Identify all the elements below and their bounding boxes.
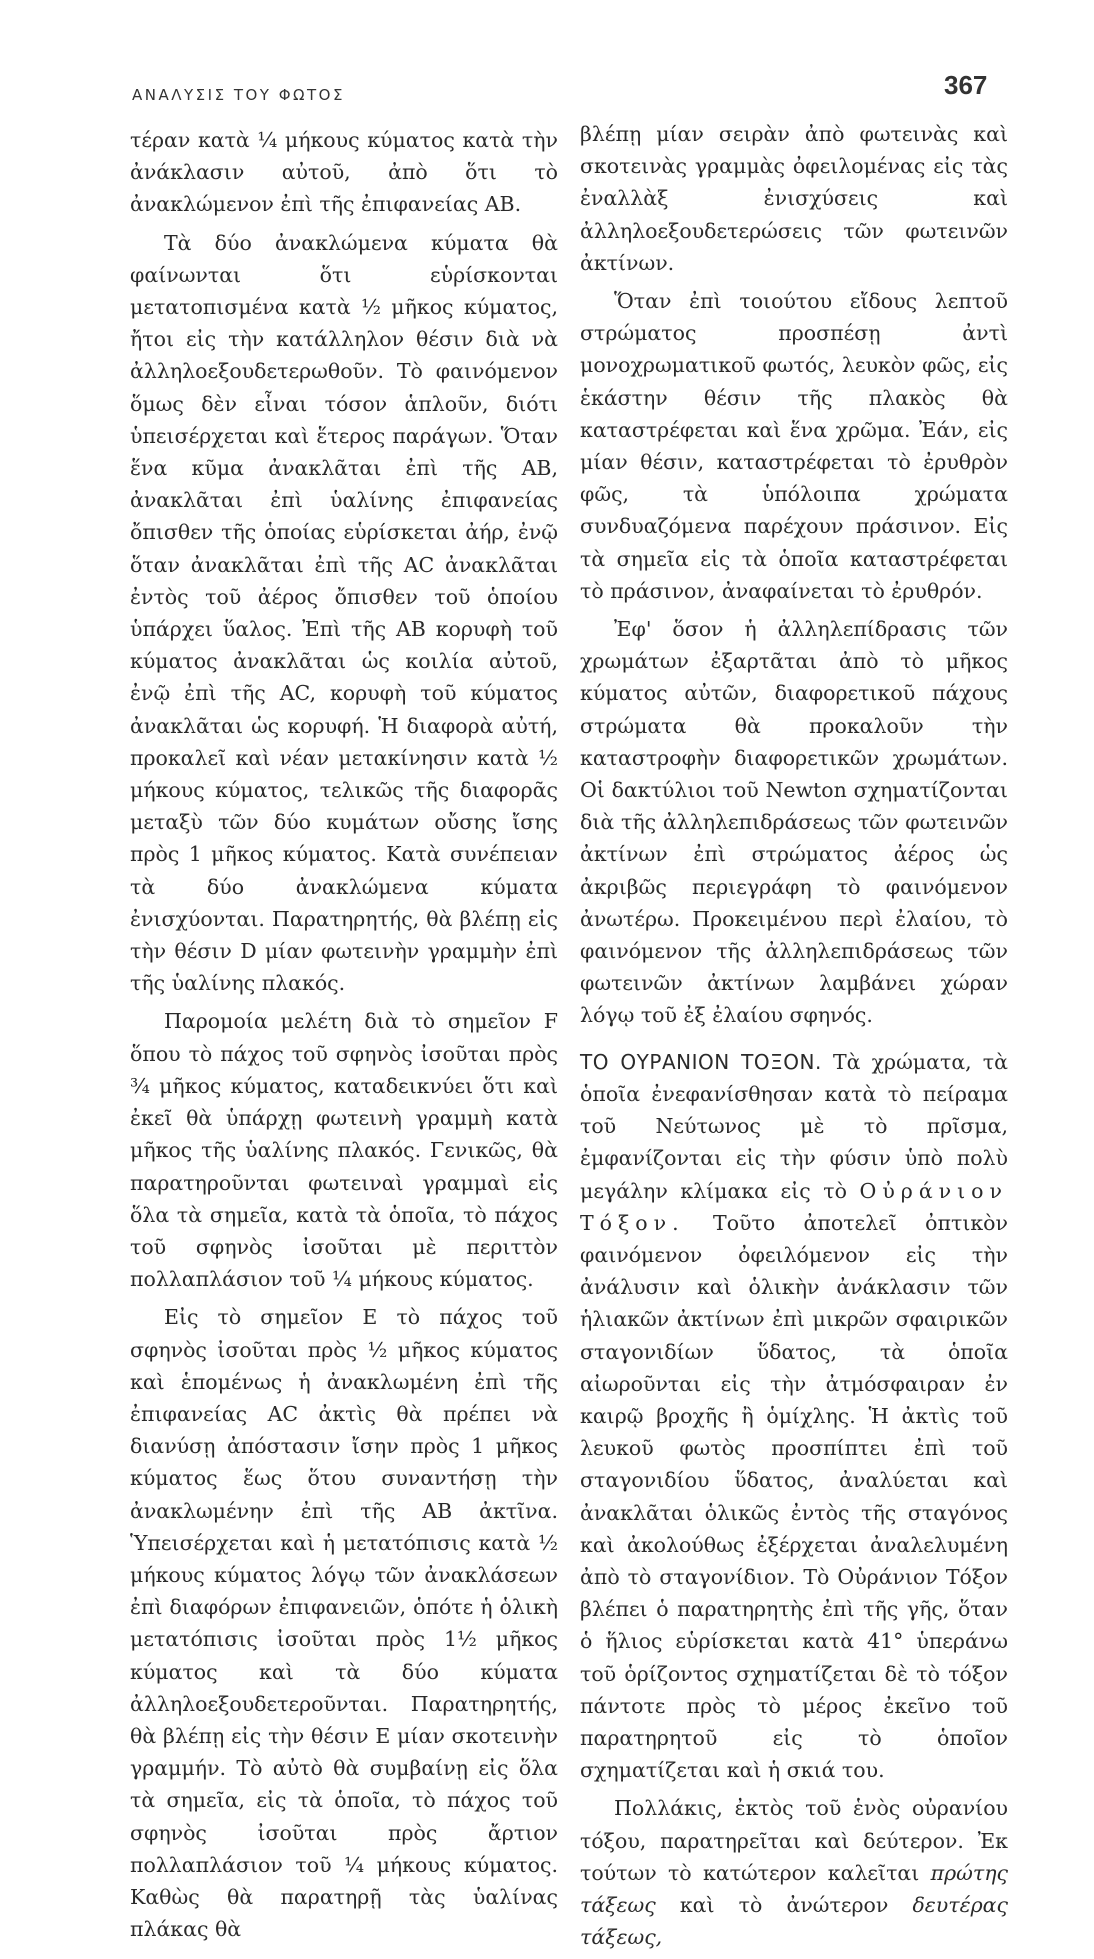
paragraph <box>580 1792 1008 1953</box>
text-run: Τὰ χρώματα, τὰ ὁποῖα ἐνεφανίσθησαν κατὰ τὸ πείραμα τοῦ Νεύτωνος μὲ τὸ πρῖσμα, ἐμφανίζονται εἰς τὴν φύσιν ὑπὸ πολὺ μεγάλην κλίμακα εἰς τὸ <box>580 1049 1008 1203</box>
section-title: ΤΟ ΟΥΡΑΝΙΟΝ ΤΟΞΟΝ. <box>580 1049 822 1074</box>
paragraph: Παρομοία μελέτη διὰ τὸ σημεῖον F ὅπου τὸ πάχος τοῦ σφηνὸς ἰσοῦται πρὸς ¾ μῆκος κύματος, καταδεικνύει ὅτι καὶ ἐκεῖ θὰ ὑπάρχῃ φωτεινὴ γραμμὴ κατὰ μῆκος τῆς ὑαλίνης πλακός. Γενικῶς, θὰ παρατηροῦνται φωτειναὶ γραμμαὶ εἰς ὅλα τὰ σημεῖα, κατὰ τὰ ὁποῖα, τὸ πάχος τοῦ σφηνὸς ἰσοῦται μὲ περιττὸν πολλαπλάσιον τοῦ ¼ μήκους κύματος. <box>130 1009 558 1292</box>
text-run: Ἐφ' ὅσον ἡ ἀλληλεπίδρασις τῶν χρωμάτων ἐξαρτᾶται ἀπὸ τὸ μῆκος κύματος αὐτῶν, διαφορετικοῦ πάχους στρώματα θὰ προκαλοῦν τὴν καταστροφὴν διαφορετικῶν χρωμάτων. Οἱ δακτύλιοι τοῦ <box>580 617 1008 803</box>
paragraph: τέραν κατὰ ¼ μήκους κύματος κατὰ τὴν ἀνάκλασιν αὐτοῦ, ἀπὸ ὅτι τὸ ἀνακλώμενον ἐπὶ τῆς ἐπιφανείας AB. <box>130 128 558 217</box>
text-run: σχηματίζονται διὰ τῆς ἀλληλεπιδράσεως τῶν φωτεινῶν ἀκτίνων ἐπὶ στρώματος ἀέρος ὡς ἀκριβῶς περιεγράφη τὸ φαινόμενον ἀνωτέρω. Προκειμένου περὶ ἐλαίου, τὸ φαινόμενον τῆς ἀλληλεπιδράσεως τῶν φωτεινῶν ἀκτίνων λαμβάνει χώραν λόγῳ τοῦ ἐξ ἐλαίου σφηνός. <box>580 778 1008 1028</box>
paragraph: Ὅταν ἐπὶ τοιούτου εἴδους λεπτοῦ στρώματος προσπέσῃ ἀντὶ μονοχρωματικοῦ φωτός, λευκὸν φῶς, εἰς ἑκάστην θέσιν τῆς πλακὸς θὰ καταστρέφεται καὶ ἕνα χρῶμα. Ἐάν, εἰς μίαν θέσιν, καταστρέφεται τὸ ἐρυθρὸν φῶς, τὰ ὑπόλοιπα χρώματα συνδυαζόμενα παρέχουν πράσινον. Εἰς τὰ σημεῖα εἰς τὰ ὁποῖα καταστρέφεται τὸ πράσινον, ἀναφαίνεται τὸ ἐρυθρόν. <box>580 289 1008 603</box>
italic-term: δευτέρας τάξεως, <box>580 1892 1008 1950</box>
paragraph: Τὰ δύο ἀνακλώμενα κύματα θὰ φαίνωνται ὅτι εὑρίσκονται μετατοπισμένα κατὰ ½ μῆκος κύματος, ἤτοι εἰς τὴν κατάλληλον θέσιν διὰ νὰ ἀλληλοεξουδετερωθοῦν. Τὸ φαινόμενον ὅμως δὲν εἶναι τόσον ἁπλοῦν, διότι ὑπεισέρχεται καὶ ἕτερος παράγων. Ὅταν ἕνα κῦμα ἀνακλᾶται ἐπὶ τῆς AB, ἀνακλᾶται ἐπὶ ὑαλίνης ἐπιφανείας ὄπισθεν τῆς ὁποίας εὑρίσκεται ἀήρ, ἐνῷ ὅταν ἀνακλᾶται ἐπὶ τῆς AC ἀνακλᾶται ἐντὸς τοῦ ἀέρος ὄπισθεν τοῦ ὁποίου ὑπάρχει ὕαλος. Ἐπὶ τῆς AB κορυφὴ τοῦ κύματος ἀνακλᾶται ὡς κοιλία αὐτοῦ, ἐνῷ ἐπὶ τῆς AC, κορυφὴ τοῦ κύματος ἀνακλᾶται ὡς κορυφή. Ἡ διαφορὰ αὐτή, προκαλεῖ καὶ νέαν μετακίνησιν κατὰ ½ μήκους κύματος, τελικῶς τῆς διαφορᾶς μεταξὺ τῶν δύο κυμάτων οὔσης ἴσης πρὸς 1 μῆκος κύματος. Κατὰ συνέπειαν τὰ δύο ἀνακλώμενα κύματα ἐνισχύονται. Παρατηρητής, θὰ βλέπῃ εἰς τὴν θέσιν D μίαν φωτεινὴν γραμμὴν ἐπὶ τῆς ὑαλίνης πλακός. <box>130 230 558 996</box>
text-run: καὶ τὸ ἀνώτερον <box>679 1892 889 1917</box>
page-number: 367 <box>944 70 988 100</box>
running-head: ΑΝΑΛΥΣΙΣ ΤΟΥ ΦΩΤΟΣ <box>132 86 345 104</box>
paragraph <box>580 1046 1008 1787</box>
spaced-term: Οὐράνιον Τόξον. <box>580 1178 1008 1235</box>
paragraph <box>580 613 1008 1032</box>
text-run-newton: Newton <box>765 778 847 803</box>
text-run: Τοῦτο ἀποτελεῖ ὀπτικὸν φαινόμενον ὀφειλόμενον εἰς τὴν ἀνάλυσιν καὶ ὁλικὴν ἀνάκλασιν τῶν ἡλιακῶν ἀκτίνων ἐπὶ μικρῶν σφαιρικῶν σταγονιδίων ὕδατος, τὰ ὁποῖα αἰωροῦνται εἰς τὴν ἀτμόσφαιραν ἐν καιρῷ βροχῆς ἢ ὁμίχλης. Ἡ ἀκτὶς τοῦ λευκοῦ φωτὸς προσπίπτει ἐπὶ τοῦ σταγονιδίου ὕδατος, ἀναλύεται καὶ ἀνακλᾶται ὁλικῶς ἐντὸς τῆς σταγόνος καὶ ἀκολούθως ἐξέρχεται ἀναλελυμένη ἀπὸ τὸ σταγονίδιον. Τὸ Οὐράνιον Τόξον βλέπει ὁ παρατηρητὴς ἐπὶ τῆς γῆς, ὅταν ὁ ἥλιος εὑρίσκεται κατὰ 41° ὑπεράνω τοῦ ὁρίζοντος σχηματίζεται δὲ τὸ τόξον πάντοτε πρὸς τὸ μέρος ἐκεῖνο τοῦ παρατηρητοῦ εἰς τὸ ὁποῖον σχηματίζεται καὶ ἡ σκιά του. <box>580 1210 1008 1783</box>
paragraph: βλέπῃ μίαν σειρὰν ἀπὸ φωτεινὰς καὶ σκοτεινὰς γραμμὰς ὀφειλομένας εἰς τὰς ἐναλλὰξ ἐνισχύσεις καὶ ἀλληλοεξουδετερώσεις τῶν φωτεινῶν ἀκτίνων. <box>580 122 1008 275</box>
right-column <box>580 118 1008 1959</box>
italic-term: πρώτης τάξεως <box>580 1860 1008 1917</box>
left-column <box>130 124 558 1951</box>
text-run: Πολλάκις, ἐκτὸς τοῦ ἑνὸς οὐρανίου τόξου, παρατηρεῖται καὶ δεύτερον. Ἐκ τούτων τὸ κατώτερον καλεῖται <box>580 1796 1008 1885</box>
paragraph: Εἰς τὸ σημεῖον E τὸ πάχος τοῦ σφηνὸς ἰσοῦται πρὸς ½ μῆκος κύματος καὶ ἑπομένως ἡ ἀνακλωμένη ἐπὶ τῆς ἐπιφανείας AC ἀκτὶς θὰ πρέπει νὰ διανύσῃ ἀπόστασιν ἴσην πρὸς 1 μῆκος κύματος ἕως ὅτου συναντήσῃ τὴν ἀνακλωμένην ἐπὶ τῆς AB ἀκτῖνα. Ὑπεισέρχεται καὶ ἡ μετατόπισις κατὰ ½ μήκους κύματος λόγῳ τῶν ἀνακλάσεων ἐπὶ διαφόρων ἐπιφανειῶν, ὁπότε ἡ ὁλικὴ μετατόπισις ἰσοῦται πρὸς 1½ μῆκος κύματος καὶ τὰ δύο κύματα ἀλληλοεξουδετεροῦνται. Παρατηρητής, θὰ βλέπῃ εἰς τὴν θέσιν E μίαν σκοτεινὴν γραμμήν. Τὸ αὐτὸ θὰ συμβαίνῃ εἰς ὅλα τὰ σημεῖα, εἰς τὰ ὁποῖα, τὸ πάχος τοῦ σφηνὸς ἰσοῦται πρὸς ἄρτιον πολλαπλάσιον τοῦ ¼ μήκους κύματος. Καθὼς θὰ παρατηρῇ τὰς ὑαλίνας πλάκας θὰ <box>130 1305 558 1942</box>
